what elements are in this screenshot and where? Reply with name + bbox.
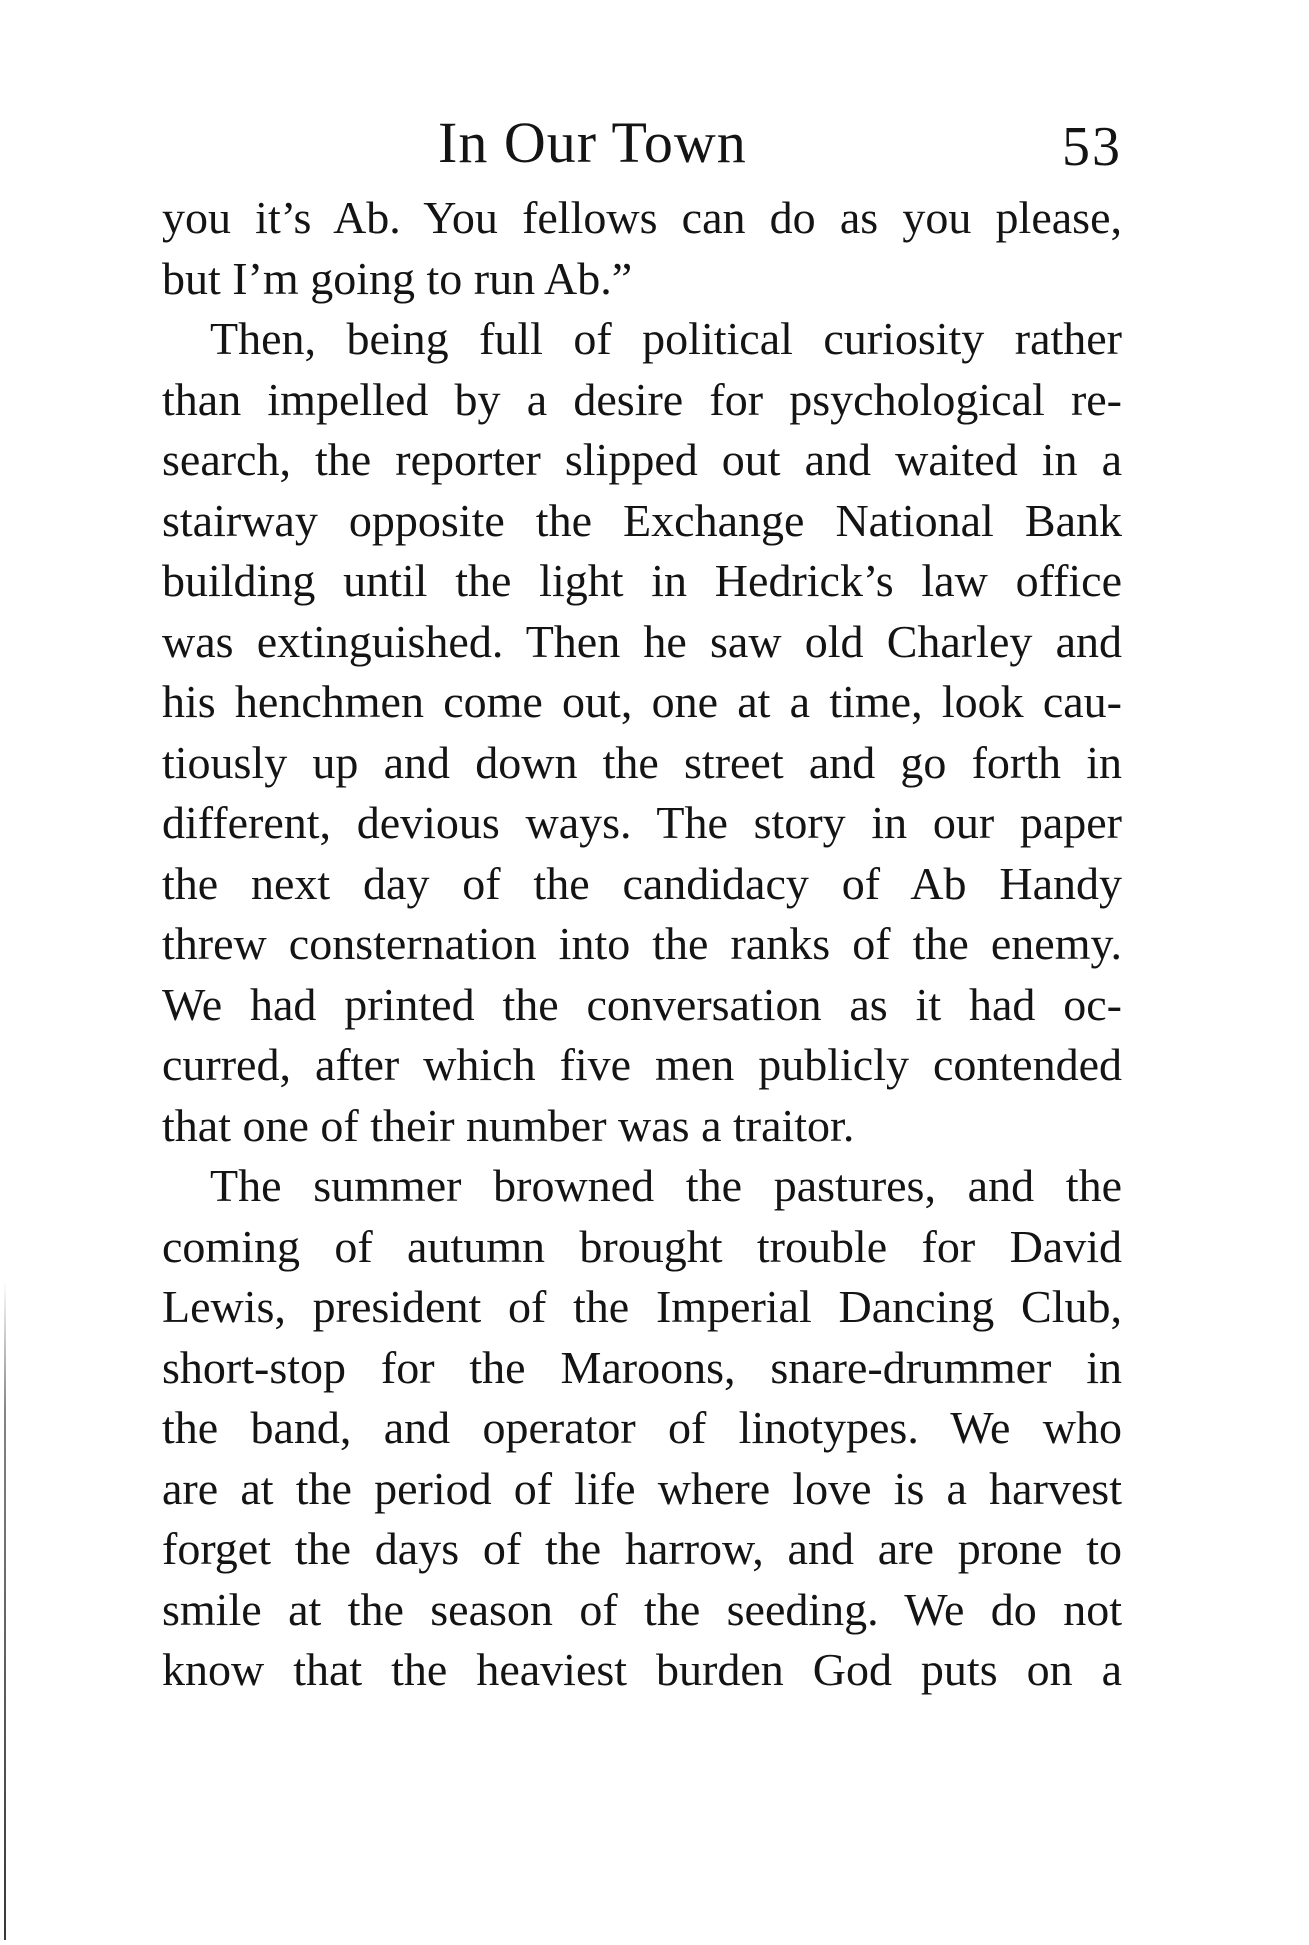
text-line: The summer browned the pastures, and the	[210, 1160, 1122, 1211]
text-line: We had printed the conversation as it had oc-	[162, 978, 1122, 1030]
running-title: In Our Town	[438, 110, 747, 175]
text-line: different, devious ways. The story in our paper	[162, 797, 1122, 848]
text-line: the band, and operator of linotypes. We who	[162, 1402, 1122, 1453]
text-line: you it’s Ab. You fellows can do as you please,	[162, 192, 1122, 243]
body-text	[162, 188, 1122, 1701]
text-line: threw consternation into the ranks of the enemy.	[162, 918, 1122, 969]
text-line: are at the period of life where love is a harvest	[162, 1462, 1122, 1514]
text-line: tiously up and down the street and go forth in	[162, 736, 1122, 788]
text-line: short-stop for the Maroons, snare-drummer in	[162, 1341, 1122, 1393]
text-line: forget the days of the harrow, and are prone to	[162, 1523, 1122, 1574]
text-line: know that the heaviest burden God puts on a	[162, 1644, 1122, 1695]
text-line: than impelled by a desire for psychological re-	[162, 373, 1122, 425]
text-line: the next day of the candidacy of Ab Handy	[162, 857, 1122, 909]
text-line: curred, after which five men publicly contended	[162, 1039, 1122, 1090]
text-line: Lewis, president of the Imperial Dancing Club,	[162, 1281, 1122, 1332]
text-line: stairway opposite the Exchange National Bank	[162, 494, 1122, 546]
page-number: 53	[1062, 116, 1122, 178]
text-line: smile at the season of the seeding. We do not	[162, 1583, 1122, 1635]
text-line: that one of their number was a traitor.	[162, 1099, 855, 1151]
text-line: but I’m going to run Ab.”	[162, 252, 633, 304]
running-head	[162, 108, 1122, 178]
text-line: coming of autumn brought trouble for David	[162, 1220, 1122, 1272]
text-line: was extinguished. Then he saw old Charley and	[162, 615, 1122, 667]
text-line: his henchmen come out, one at a time, look cau-	[162, 676, 1122, 727]
text-line: search, the reporter slipped out and waited in a	[162, 434, 1122, 485]
scan-edge-shadow	[4, 1280, 6, 1940]
text-line: building until the light in Hedrick’s law office	[162, 555, 1122, 606]
text-line: Then, being full of political curiosity rather	[210, 313, 1122, 364]
